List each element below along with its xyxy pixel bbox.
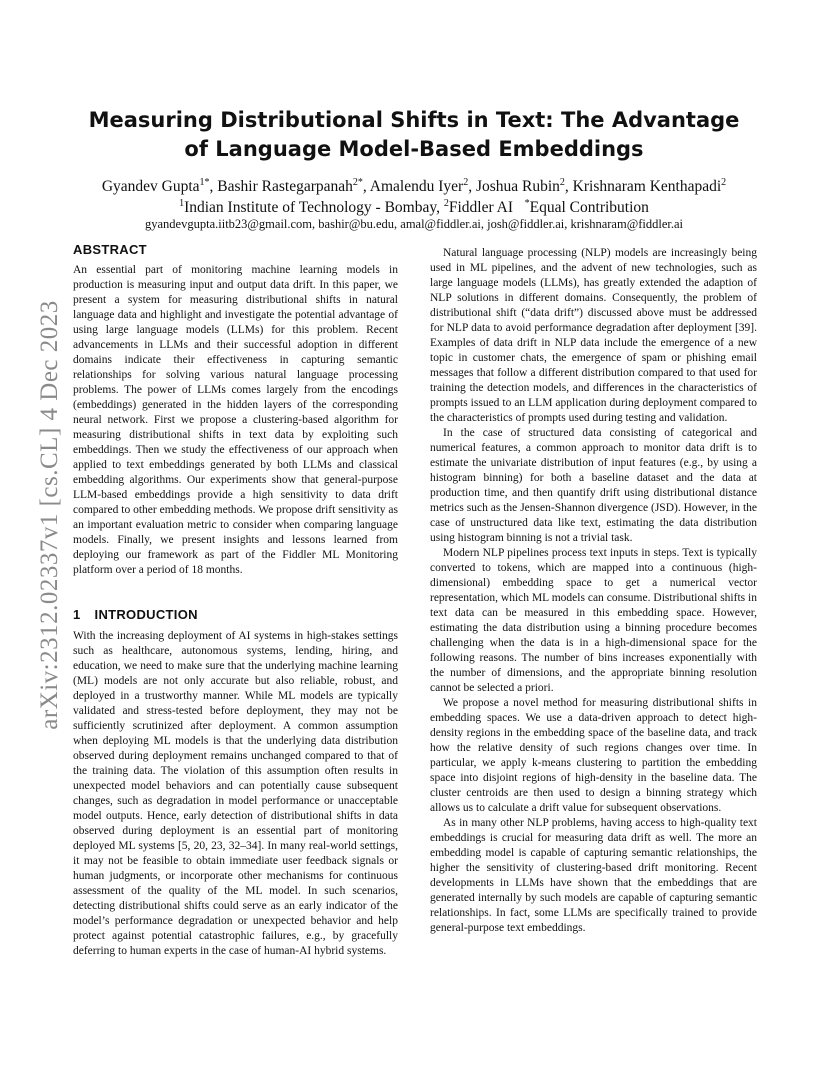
- arxiv-identifier-text: arXiv:2312.02337v1 [cs.CL] 4 Dec 2023: [36, 300, 64, 730]
- author-name: Gyandev Gupta: [101, 178, 200, 195]
- intro-paragraph-1: With the increasing deployment of AI systems in high-stakes settings such as healthcare, autonomous systems, lending, hiring, and education, we need to make sure that the underlying machine learning (ML) models are not only accurate but also reliable, robust, and deployed in a trustworthy manner. While ML models are typically validated and stress-tested before deployment, they may not be sufficiently scrutinized after deployment. A common assumption when deploying ML models is that the underlying data distribution observed during deployment remains unchanged compared to that of the training data. The violation of this assumption often results in unexpected model behaviors and can potentially cause subsequent changes, such as degradation in model performance or unacceptable model outputs. Hence, early detection of distributional shifts in data observed during deployment is an essential part of monitoring deployed ML systems [5, 20, 23, 32–34]. In many real-world settings, it may not be feasible to obtain immediate user feedback signals or human judgments, or incorporate other mechanisms for continuous assessment of the quality of the ML model. In such scenarios, detecting distributional shifts could serve as an early indicator of the model’s performance degradation or unexpected behavior and help protect against potential catastrophic failures, e.g., by gracefully deferring to human experts in the case of human-AI hybrid systems.: [73, 630, 398, 957]
- intro-paragraph-4: Modern NLP pipelines process text inputs in steps. Text is typically converted to tokens, which are mapped into a continuous (high-dimensional) embedding space to get a numerical vector representation, which ML models can consume. Distributional shifts in text data can be measured in this embedding space. However, estimating the data distribution using a binning procedure becomes challenging when the data is in a high-dimensional space for the following reasons. The number of bins increases exponentially with the number of dimensions, and the appropriate binning resolution cannot be selected a priori.: [430, 547, 757, 694]
- author-superscript: 2*: [352, 176, 363, 188]
- author-name: Krishnaram Kenthapadi: [572, 178, 722, 195]
- paper-title: Measuring Distributional Shifts in Text: The Advantage of Language Model-Based Embeddings: [88, 108, 740, 161]
- section-number: 1: [73, 607, 81, 622]
- equal-contribution-note: Equal Contribution: [529, 199, 649, 216]
- affiliations: [72, 197, 756, 218]
- intro-paragraph-2: Natural language processing (NLP) models are increasingly being used in ML pipelines, and the advent of new technologies, such as large language models (LLMs), has greatly extended the adaption of NLP solutions in different domains. Consequently, the problem of distributional shift (“data drift”) discussed above must be addressed for NLP data to avoid performance degradation after deployment [39]. Examples of data drift in NLP data include the emergence of a new topic in customer chats, the emergence of spam or phishing email messages that follow a different distribution compared to that used for training the detection models, and differences in the characteristics of prompts issued to an LLM application during deployment compared to the characteristics of prompts used during testing and validation.: [430, 247, 757, 424]
- author-emails: gyandevgupta.iitb23@gmail.com, bashir@bu.edu, amal@fiddler.ai, josh@fiddler.ai, krishnaram@fiddler.ai: [145, 217, 683, 231]
- author-name: Joshua Rubin: [475, 178, 560, 195]
- affiliation-fiddler: Fiddler AI: [448, 199, 514, 216]
- intro-paragraph-6: As in many other NLP problems, having access to high-quality text embeddings is crucial for measuring data drift as well. The more an embedding model is capable of capturing semantic relationships, the higher the sensitivity of clustering-based drift monitoring. Recent developments in LLMs have shown that the embeddings that are generated internally by such models are capable of capturing semantic relationships. In fact, some LLMs are specifically trained to provide general-purpose text embeddings.: [430, 817, 757, 934]
- intro-paragraph-3: In the case of structured data consisting of categorical and numerical features, a common approach to monitor data drift is to estimate the univariate distribution of input features (e.g., by using a histogram binning) for both a baseline dataset and the data at production time, and then quantify drift using distributional distance metrics such as the Jensen-Shannon divergence (JSD). However, in the case of unstructured data like text, estimating the data distribution using histogram binning is not a trivial task.: [430, 427, 757, 544]
- equal-contribution-mark: *: [524, 197, 530, 209]
- abstract-text: An essential part of monitoring machine learning models in production is measuring input and output data drift. In this paper, we present a system for measuring distributional shifts in natural language data and highlight and investigate the potential advantage of using large language models (LLMs) for this problem. Recent advancements in LLMs and their successful adoption in different domains indicate their effectiveness in capturing semantic relationships for solving various natural language processing problems. The power of LLMs comes largely from the encodings (embeddings) generated in the hidden layers of the corresponding neural network. First we propose a clustering-based algorithm for measuring distributional shifts in text data by exploiting such embeddings. Then we study the effectiveness of our approach when applied to text embeddings generated by both LLMs and classical embedding algorithms. Our experiments show that general-purpose LLM-based embeddings provide a high sensitivity to data drift compared to other embedding methods. We propose drift sensitivity as an important evaluation metric to consider when comparing language models. Finally, we present insights and lessons learned from deploying our framework as part of the Fiddler ML Monitoring platform over a period of 18 months.: [73, 264, 398, 576]
- author-superscript: 2: [721, 176, 727, 188]
- affiliation-superscript: 2: [443, 197, 449, 209]
- author-superscript: 2: [559, 176, 565, 188]
- section-title: INTRODUCTION: [94, 607, 198, 622]
- author-block: [72, 176, 756, 218]
- author-list: Gyandev Gupta$^{1*}$, Bashir Rastegarpanah$^{2*}$, Amalendu Iyer$^2$, Joshua Rubin$^2$, Krishnaram Kenthapadi$^2$: [101, 176, 727, 195]
- arxiv-identifier: [20, 290, 80, 740]
- author-superscript: 1*: [199, 176, 210, 188]
- abstract-heading: ABSTRACT: [73, 242, 147, 257]
- author-superscript: 2: [463, 176, 469, 188]
- intro-paragraph-5: We propose a novel method for measuring distributional shifts in embedding spaces. We use a data-driven approach to detect high-density regions in the embedding space of the baseline data, and track how the relative density of such regions changes over time. In particular, we apply k-means clustering to partition the embedding space into disjoint regions of high-density in the baseline data. The cluster centroids are then used to design a binning strategy which allows us to calculate a drift value for subsequent observations.: [430, 697, 757, 814]
- author-name: Amalendu Iyer: [369, 178, 464, 195]
- left-column: [73, 241, 398, 959]
- affiliation-iitb: Indian Institute of Technology - Bombay,: [184, 199, 440, 216]
- right-column: [430, 246, 757, 936]
- author-name: Bashir Rastegarpanah: [217, 178, 353, 195]
- affiliation-superscript: 1: [179, 197, 185, 209]
- introduction-heading: [73, 606, 398, 624]
